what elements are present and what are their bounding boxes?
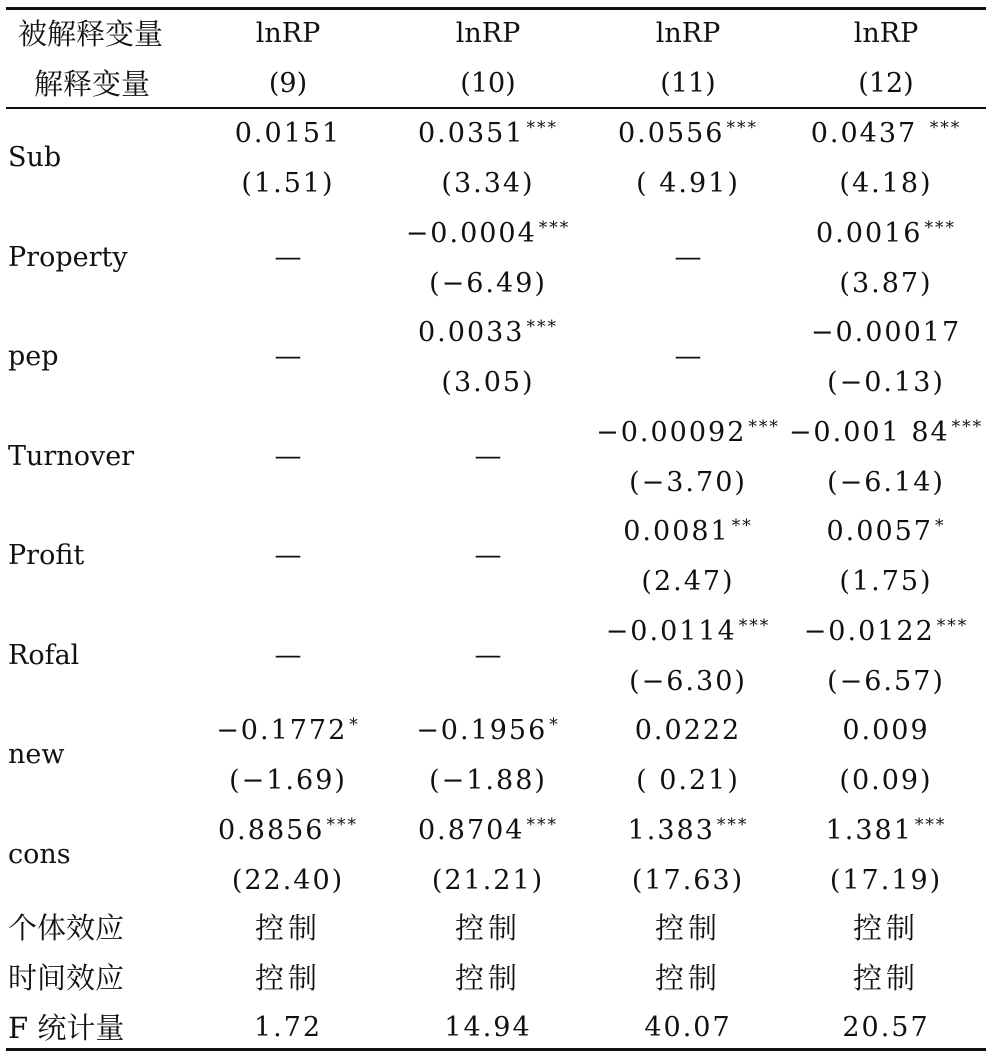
t-statistic: (22.40) — [231, 864, 345, 896]
coefficient-cell — [190, 116, 386, 152]
coefficient-cell — [590, 415, 786, 451]
f-statistic-cell: 20.57 — [842, 1012, 930, 1043]
t-statistic: (1.51) — [241, 168, 335, 199]
t-statistic: (0.09) — [839, 765, 933, 796]
coefficient-cell — [590, 514, 786, 550]
dependent-var-col-11: lnRP — [655, 18, 721, 49]
explanatory-variable-label: 解释变量 — [34, 67, 151, 101]
table-top-rule — [6, 7, 986, 10]
significance-stars: * — [934, 516, 946, 536]
t-statistic: ( 4.91) — [636, 168, 740, 199]
footer-row-label: 个体效应 — [8, 911, 125, 945]
coefficient-value: 0.8856 — [218, 814, 325, 846]
coefficient-value: −0.1956 — [416, 715, 548, 746]
significance-stars: *** — [526, 317, 558, 337]
empty-cell-dash: — — [274, 241, 302, 273]
effect-control-cell: 控制 — [654, 961, 721, 995]
significance-stars: *** — [326, 814, 358, 835]
coefficient-cell — [390, 116, 586, 152]
t-statistic: (4.18) — [839, 168, 933, 199]
t-statistic: (−1.88) — [429, 765, 547, 796]
f-statistic-cell: 14.94 — [444, 1012, 532, 1043]
empty-cell-dash: — — [474, 440, 502, 472]
empty-cell-dash: — — [274, 540, 302, 571]
row-label-profit: Profit — [8, 540, 85, 571]
t-statistic: (−3.70) — [629, 466, 747, 498]
coefficient-value: 0.0057 — [826, 516, 933, 547]
significance-stars: *** — [748, 416, 780, 437]
coefficient-cell — [788, 116, 984, 152]
f-statistic-cell: 1.72 — [253, 1012, 323, 1043]
effect-control-cell: 控制 — [852, 911, 919, 945]
significance-stars: *** — [526, 118, 558, 138]
t-statistic: (−0.13) — [827, 367, 945, 398]
row-label-pep: pep — [8, 341, 59, 372]
effect-control-cell: 控制 — [254, 961, 321, 995]
coefficient-value: 0.0033 — [418, 317, 525, 348]
coefficient-cell — [788, 514, 984, 550]
significance-stars: *** — [738, 615, 771, 636]
effect-control-cell: 控制 — [454, 961, 521, 995]
dependent-var-col-12: lnRP — [853, 18, 919, 49]
row-label-turnover: Turnover — [8, 440, 135, 472]
empty-cell-dash: — — [274, 639, 302, 671]
empty-cell-dash: — — [474, 540, 502, 571]
coefficient-value: −0.0004 — [405, 217, 537, 249]
row-label-cons: cons — [8, 838, 71, 870]
significance-stars: *** — [526, 814, 558, 835]
row-label-rofal: Rofal — [8, 639, 80, 671]
dependent-variable-label: 被解释变量 — [18, 17, 164, 51]
coefficient-cell — [390, 713, 586, 749]
significance-stars: *** — [936, 615, 969, 636]
t-statistic: (17.63) — [631, 864, 745, 896]
significance-stars: *** — [726, 118, 758, 138]
coefficient-value: −0.1772 — [216, 715, 348, 746]
coefficient-cell — [390, 216, 586, 252]
coefficient-cell — [190, 813, 386, 849]
significance-stars: * — [549, 715, 560, 735]
t-statistic: (2.47) — [641, 566, 735, 597]
t-statistic: (−6.14) — [827, 466, 945, 498]
coefficient-cell — [390, 813, 586, 849]
coefficient-value: 0.009 — [842, 715, 930, 746]
t-statistic: (−6.57) — [827, 665, 945, 697]
coefficient-value: −0.0114 — [605, 615, 737, 647]
empty-cell-dash: — — [274, 341, 302, 372]
significance-stars: *** — [538, 217, 571, 238]
footer-row-label: F 统计量 — [8, 1011, 125, 1045]
significance-stars: *** — [914, 814, 947, 835]
t-statistic: (−6.30) — [629, 665, 747, 697]
t-statistic: (1.75) — [839, 566, 933, 597]
t-statistic: (3.87) — [839, 267, 933, 299]
coefficient-cell — [590, 713, 786, 749]
empty-cell-dash: — — [274, 440, 302, 472]
coefficient-cell — [590, 116, 786, 152]
model-number-12: (12) — [858, 68, 914, 99]
table-bottom-rule — [6, 1048, 986, 1051]
table-header-rule — [6, 107, 986, 109]
empty-cell-dash: — — [474, 639, 502, 671]
model-number-11: (11) — [660, 68, 716, 99]
coefficient-value: −0.00017 — [810, 317, 962, 348]
t-statistic: (−1.69) — [229, 765, 347, 796]
coefficient-cell — [590, 614, 786, 650]
coefficient-value: 0.0437 — [810, 118, 928, 149]
coefficient-cell — [788, 216, 984, 252]
coefficient-cell — [788, 315, 984, 351]
t-statistic: (−6.49) — [429, 267, 547, 299]
t-statistic: (3.05) — [441, 367, 535, 398]
significance-stars: *** — [924, 217, 956, 238]
f-statistic-cell: 40.07 — [644, 1012, 732, 1043]
dependent-var-col-9: lnRP — [255, 18, 321, 49]
coefficient-value: 0.0081 — [623, 516, 730, 547]
effect-control-cell: 控制 — [454, 911, 521, 945]
t-statistic: (3.34) — [441, 168, 535, 199]
coefficient-value: 0.0351 — [418, 118, 525, 149]
effect-control-cell: 控制 — [254, 911, 321, 945]
significance-stars: *** — [951, 416, 984, 437]
t-statistic: (21.21) — [431, 864, 545, 896]
coefficient-cell — [390, 315, 586, 351]
dependent-var-col-10: lnRP — [455, 18, 521, 49]
model-number-10: (10) — [460, 68, 516, 99]
coefficient-cell — [788, 713, 984, 749]
row-label-sub: Sub — [8, 142, 62, 173]
coefficient-value: 0.0222 — [634, 715, 742, 746]
coefficient-cell — [788, 415, 984, 451]
row-label-property: Property — [8, 241, 128, 273]
effect-control-cell: 控制 — [852, 961, 919, 995]
coefficient-value: −0.0122 — [803, 615, 935, 647]
coefficient-value: 0.8704 — [418, 814, 525, 846]
coefficient-value: 0.0151 — [234, 118, 342, 149]
coefficient-value: −0.00092 — [596, 416, 747, 448]
coefficient-value: 1.383 — [627, 814, 715, 846]
coefficient-cell — [788, 813, 984, 849]
significance-stars: * — [349, 715, 360, 735]
coefficient-value: 0.0016 — [816, 217, 923, 249]
significance-stars: *** — [716, 814, 749, 835]
coefficient-value: 0.0556 — [618, 118, 725, 149]
coefficient-cell — [190, 713, 386, 749]
empty-cell-dash: — — [674, 241, 702, 273]
model-number-9: (9) — [268, 68, 308, 99]
empty-cell-dash: — — [674, 341, 702, 372]
coefficient-cell — [788, 614, 984, 650]
row-label-new: new — [8, 739, 65, 770]
coefficient-value: −0.001 84 — [788, 416, 950, 448]
t-statistic: ( 0.21) — [636, 765, 740, 796]
coefficient-cell — [590, 813, 786, 849]
footer-row-label: 时间效应 — [8, 961, 125, 995]
significance-stars: ** — [731, 516, 753, 536]
effect-control-cell: 控制 — [654, 911, 721, 945]
t-statistic: (17.19) — [829, 864, 943, 896]
coefficient-value: 1.381 — [825, 814, 913, 846]
significance-stars: *** — [929, 118, 962, 138]
